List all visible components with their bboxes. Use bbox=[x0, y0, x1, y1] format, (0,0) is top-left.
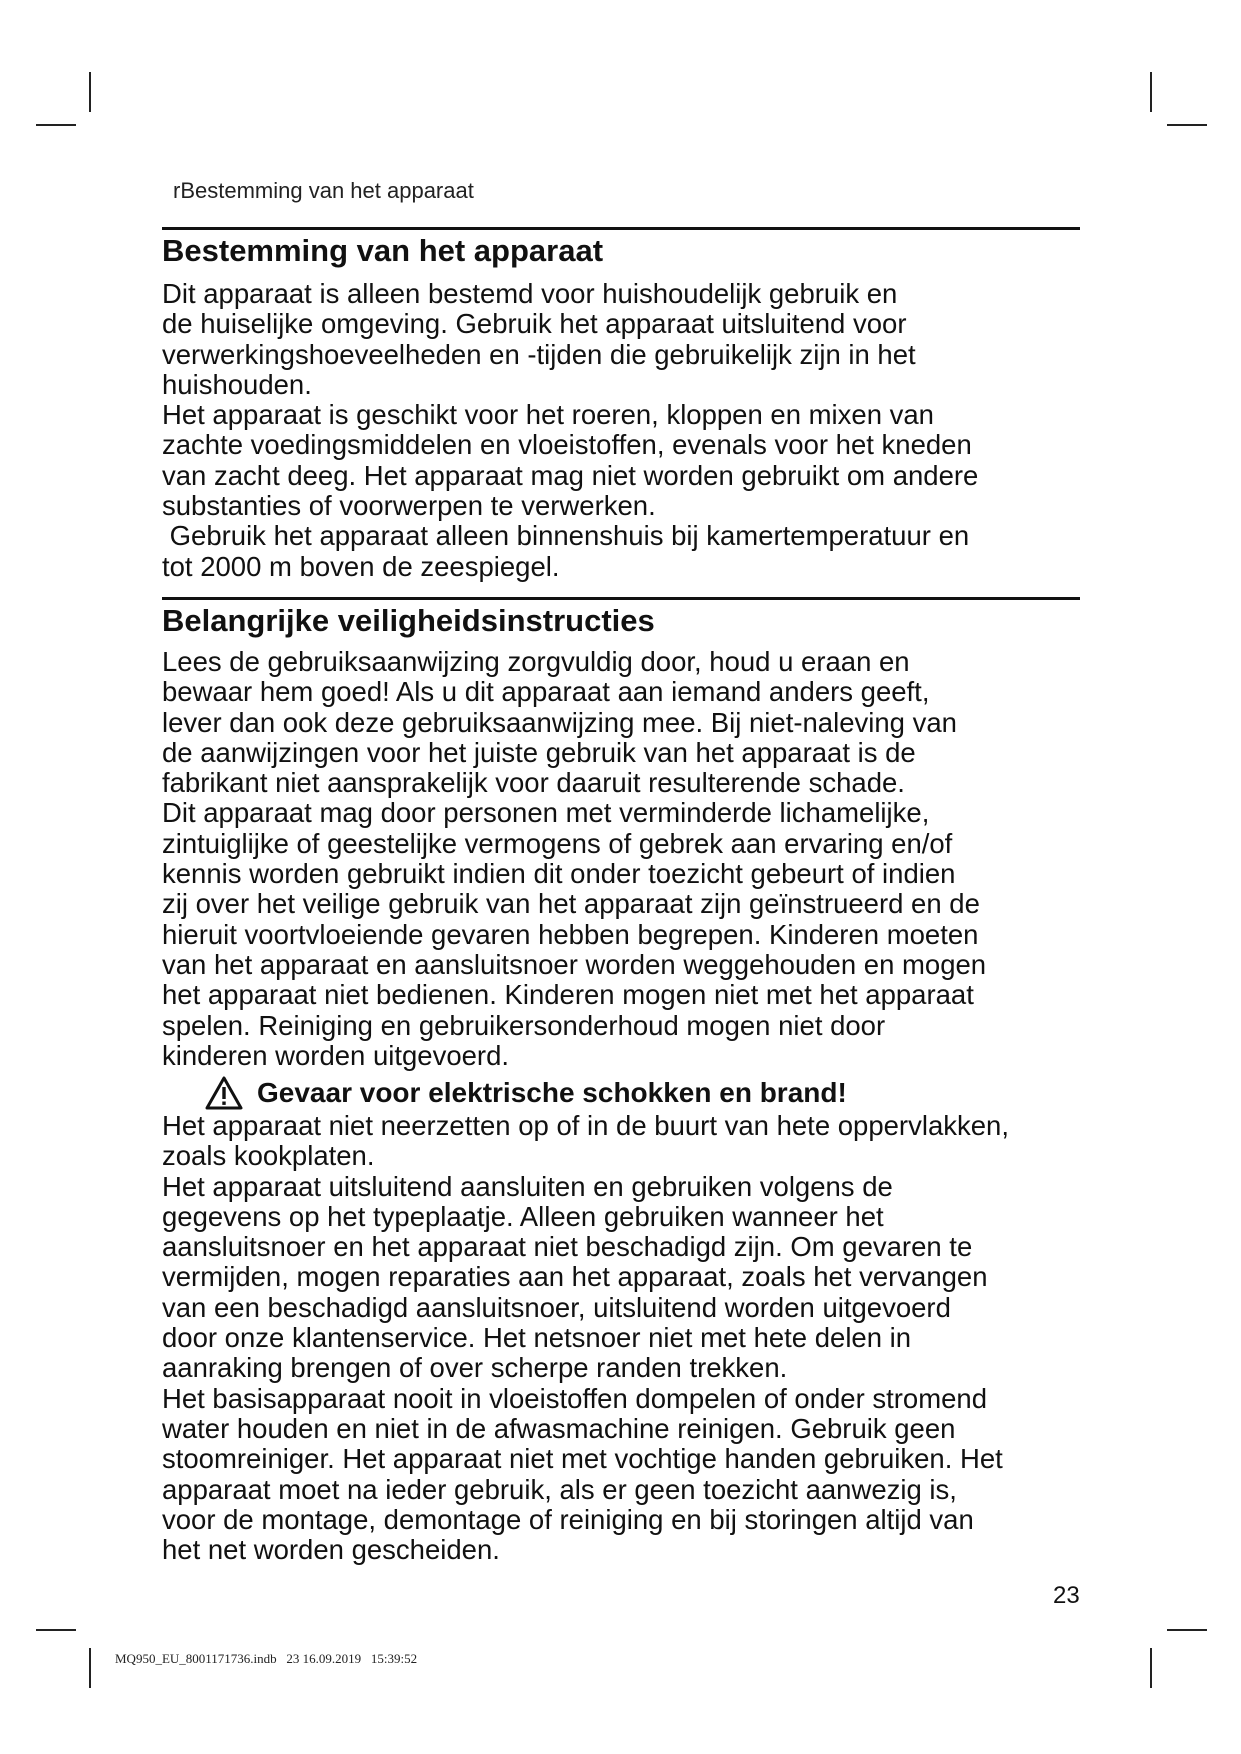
paragraph-line: fabrikant niet aansprakelijk voor daaruit resulterende schade. bbox=[162, 767, 905, 799]
paragraph-line: kennis worden gebruikt indien dit onder toezicht gebeurt of indien bbox=[162, 858, 956, 890]
paragraph-line: kinderen worden uitgevoerd. bbox=[162, 1039, 510, 1071]
section-title-veiligheid: Belangrijke veiligheidsinstructies bbox=[162, 603, 655, 638]
section-divider bbox=[162, 227, 1080, 230]
paragraph-line: door onze klantenservice. Het netsnoer niet met hete delen in bbox=[162, 1322, 912, 1354]
paragraph-line: van zacht deeg. Het apparaat mag niet worden gebruikt om andere bbox=[162, 459, 979, 491]
paragraph-line: van een beschadigd aansluitsnoer, uitsluitend worden uitgevoerd bbox=[162, 1291, 951, 1323]
paragraph-line: lever dan ook deze gebruiksaanwijzing mee. Bij niet-naleving van bbox=[162, 706, 957, 738]
paragraph-line: vermijden, mogen reparaties aan het apparaat, zoals het vervangen bbox=[162, 1261, 988, 1293]
paragraph-line: gegevens op het typeplaatje. Alleen gebruiken wanneer het bbox=[162, 1200, 884, 1232]
paragraph-line: zij over het veilige gebruik van het apparaat zijn geïnstrueerd en de bbox=[162, 888, 980, 920]
paragraph-line: aanraking brengen of over scherpe randen trekken. bbox=[162, 1352, 788, 1384]
paragraph-line: huishouden. bbox=[162, 368, 312, 400]
paragraph-line: Het apparaat uitsluitend aansluiten en gebruiken volgens de bbox=[162, 1170, 893, 1202]
paragraph-line: Dit apparaat is alleen bestemd voor huishoudelijk gebruik en bbox=[162, 278, 898, 309]
paragraph-line: van het apparaat en aansluitsnoer worden weggehouden en mogen bbox=[162, 948, 987, 980]
paragraph-line: zoals kookplaten. bbox=[162, 1140, 375, 1172]
crop-mark-bottom-right-vertical bbox=[1150, 1648, 1152, 1688]
paragraph-line: substanties of voorwerpen te verwerken. bbox=[162, 490, 656, 522]
section-body-veiligheid bbox=[162, 647, 1092, 1071]
crop-mark-top-left-vertical bbox=[89, 72, 91, 112]
paragraph-line: het apparaat niet bedienen. Kinderen mogen niet met het apparaat bbox=[162, 979, 974, 1011]
crop-mark-bottom-left-vertical bbox=[89, 1648, 91, 1688]
warning-body bbox=[162, 1111, 1092, 1565]
paragraph-line: zachte voedingsmiddelen en vloeistoffen, evenals voor het kneden bbox=[162, 429, 972, 461]
crop-mark-bottom-right-horizontal bbox=[1167, 1629, 1207, 1631]
paragraph-line: verwerkingshoeveelheden en -tijden die gebruikelijk zijn in het bbox=[162, 338, 916, 370]
warning-heading bbox=[205, 1075, 847, 1111]
paragraph-line: de aanwijzingen voor het juiste gebruik van het apparaat is de bbox=[162, 736, 916, 768]
paragraph-line: hieruit voortvloeiende gevaren hebben begrepen. Kinderen moeten bbox=[162, 918, 979, 950]
crop-mark-top-right-vertical bbox=[1150, 72, 1152, 112]
paragraph-line: water houden en niet in de afwasmachine reinigen. Gebruik geen bbox=[162, 1412, 956, 1444]
paragraph-line: voor de montage, demontage of reiniging en bij storingen altijd van bbox=[162, 1503, 974, 1535]
print-slug: MQ950_EU_8001171736.indb 23 16.09.2019 15:39:52 bbox=[115, 1651, 418, 1666]
warning-title: Gevaar voor elektrische schokken en brand! bbox=[257, 1077, 847, 1108]
paragraph-line: Het apparaat niet neerzetten op of in de buurt van hete oppervlakken, bbox=[162, 1110, 1009, 1141]
paragraph-line: apparaat moet na ieder gebruik, als er geen toezicht aanwezig is, bbox=[162, 1473, 957, 1505]
paragraph-line: stoomreiniger. Het apparaat niet met vochtige handen gebruiken. Het bbox=[162, 1443, 1003, 1475]
paragraph-line: bewaar hem goed! Als u dit apparaat aan iemand anders geeft, bbox=[162, 676, 930, 708]
paragraph-line: tot 2000 m boven de zeespiegel. bbox=[162, 550, 560, 582]
page-number: 23 bbox=[1053, 1582, 1080, 1609]
crop-mark-bottom-left-horizontal bbox=[36, 1629, 76, 1631]
paragraph-line: Het apparaat is geschikt voor het roeren, kloppen en mixen van bbox=[162, 399, 934, 431]
crop-mark-top-left-horizontal bbox=[36, 124, 76, 126]
paragraph-line: Dit apparaat mag door personen met verminderde lichamelijke, bbox=[162, 797, 930, 829]
section-title-bestemming: Bestemming van het apparaat bbox=[162, 233, 604, 268]
paragraph-line: spelen. Reiniging en gebruikersonderhoud mogen niet door bbox=[162, 1009, 886, 1041]
section-divider bbox=[162, 597, 1080, 600]
paragraph-line: Gebruik het apparaat alleen binnenshuis bij kamertemperatuur en bbox=[162, 520, 970, 552]
crop-mark-top-right-horizontal bbox=[1167, 124, 1207, 126]
warning-triangle-icon bbox=[205, 1076, 243, 1110]
paragraph-line: aansluitsnoer en het apparaat niet beschadigd zijn. Om gevaren te bbox=[162, 1231, 973, 1263]
paragraph-line: het net worden gescheiden. bbox=[162, 1534, 500, 1566]
paragraph-line: Lees de gebruiksaanwijzing zorgvuldig door, houd u eraan en bbox=[162, 646, 910, 677]
paragraph-line: de huiselijke omgeving. Gebruik het apparaat uitsluitend voor bbox=[162, 308, 907, 340]
paragraph-line: zintuiglijke of geestelijke vermogens of gebrek aan ervaring en/of bbox=[162, 827, 953, 859]
running-header: rBestemming van het apparaat bbox=[173, 178, 474, 203]
section-body-bestemming bbox=[162, 279, 1092, 582]
paragraph-line: Het basisapparaat nooit in vloeistoffen dompelen of onder stromend bbox=[162, 1382, 988, 1414]
